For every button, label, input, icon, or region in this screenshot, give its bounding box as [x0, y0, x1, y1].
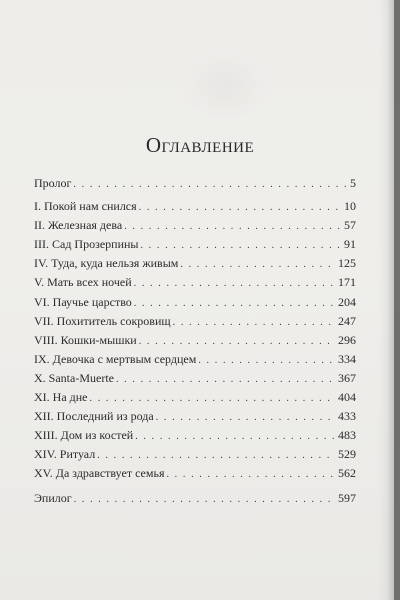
toc-entry-page: 296	[338, 332, 356, 347]
dot-leader	[124, 217, 341, 236]
dot-leader	[90, 389, 335, 408]
toc-entry-page: 597	[338, 490, 356, 505]
toc-entry-label: II. Железная дева	[34, 218, 123, 233]
dot-leader	[139, 332, 335, 351]
toc-entry-page: 91	[344, 237, 356, 252]
page-edge	[394, 0, 400, 600]
toc-entry-label: XII. Последний из рода	[34, 409, 154, 424]
toc-entry-chapter-15[interactable]	[34, 464, 356, 483]
toc-entry-page: 367	[338, 370, 356, 385]
toc-entry-page: 247	[338, 313, 356, 328]
dot-leader	[97, 446, 335, 465]
toc-entry-page: 10	[344, 199, 356, 214]
toc-entry-label: III. Сад Прозерпины	[34, 237, 139, 252]
toc-entry-chapter-13[interactable]	[34, 426, 356, 445]
toc-entry-label: X. Santa-Muerte	[34, 370, 114, 385]
toc-entry-label: I. Покой нам снился	[34, 199, 137, 214]
table-of-contents	[34, 174, 356, 508]
toc-entry-chapter-14[interactable]	[34, 445, 356, 464]
dot-leader	[116, 370, 335, 389]
toc-entry-chapter-7[interactable]	[34, 312, 356, 331]
toc-entry-label: IX. Девочка с мертвым сердцем	[34, 351, 197, 366]
toc-entry-page: 483	[338, 428, 356, 443]
dot-leader	[134, 294, 335, 313]
toc-entry-chapter-11[interactable]	[34, 388, 356, 407]
dot-leader	[173, 313, 335, 332]
toc-entry-chapter-1[interactable]	[34, 197, 356, 216]
dot-leader	[140, 236, 341, 255]
toc-entry-label: XI. На дне	[34, 390, 88, 405]
toc-entry-label: XIII. Дом из костей	[34, 428, 134, 443]
toc-entry-chapter-9[interactable]	[34, 350, 356, 369]
toc-entry-label: VIII. Кошки-мышки	[34, 332, 137, 347]
toc-entry-page: 562	[338, 466, 356, 481]
dot-leader	[166, 465, 335, 484]
dot-leader	[198, 351, 335, 370]
dot-leader	[74, 490, 335, 509]
toc-entry-page: 171	[338, 275, 356, 290]
dot-leader	[156, 408, 335, 427]
toc-entry-page: 334	[338, 351, 356, 366]
toc-entry-label: IV. Туда, куда нельзя живым	[34, 256, 179, 271]
toc-entry-label: Пролог	[34, 176, 72, 190]
dot-leader	[135, 427, 335, 446]
toc-entry-page: 433	[338, 409, 356, 424]
toc-entry-label: XIV. Ритуал	[34, 447, 96, 462]
page-title: Оглавление	[145, 133, 255, 157]
dot-leader	[139, 198, 341, 217]
toc-entry-label: Эпилог	[34, 490, 72, 505]
toc-entry-page: 204	[338, 294, 356, 309]
toc-entry-label: XV. Да здравствует семья	[34, 466, 165, 481]
bleed-through-mark	[180, 50, 270, 120]
toc-entry-page: 125	[338, 256, 356, 271]
toc-entry-label: V. Мать всех ночей	[34, 275, 132, 290]
toc-entry-chapter-10[interactable]	[34, 369, 356, 388]
toc-entry-page: 57	[344, 218, 356, 233]
toc-entry-chapter-3[interactable]	[34, 235, 356, 254]
toc-entry-chapter-2[interactable]	[34, 216, 356, 235]
toc-entry-chapter-8[interactable]	[34, 331, 356, 350]
toc-entry-page: 404	[338, 390, 356, 405]
toc-entry-chapter-6[interactable]	[34, 293, 356, 312]
dot-leader	[180, 255, 335, 274]
dot-leader	[134, 274, 335, 293]
toc-entry-chapter-4[interactable]	[34, 254, 356, 273]
toc-entry-chapter-12[interactable]	[34, 407, 356, 426]
toc-entry-label: VI. Паучье царство	[34, 294, 132, 309]
toc-entry-page: 529	[338, 447, 356, 462]
toc-entry-prologue[interactable]	[34, 174, 356, 193]
toc-entry-label: VII. Похититель сокровищ	[34, 313, 171, 328]
toc-entry-epilogue[interactable]	[34, 489, 356, 508]
dot-leader	[73, 175, 347, 194]
toc-entry-page: 5	[350, 176, 356, 190]
toc-entry-chapter-5[interactable]	[34, 273, 356, 292]
